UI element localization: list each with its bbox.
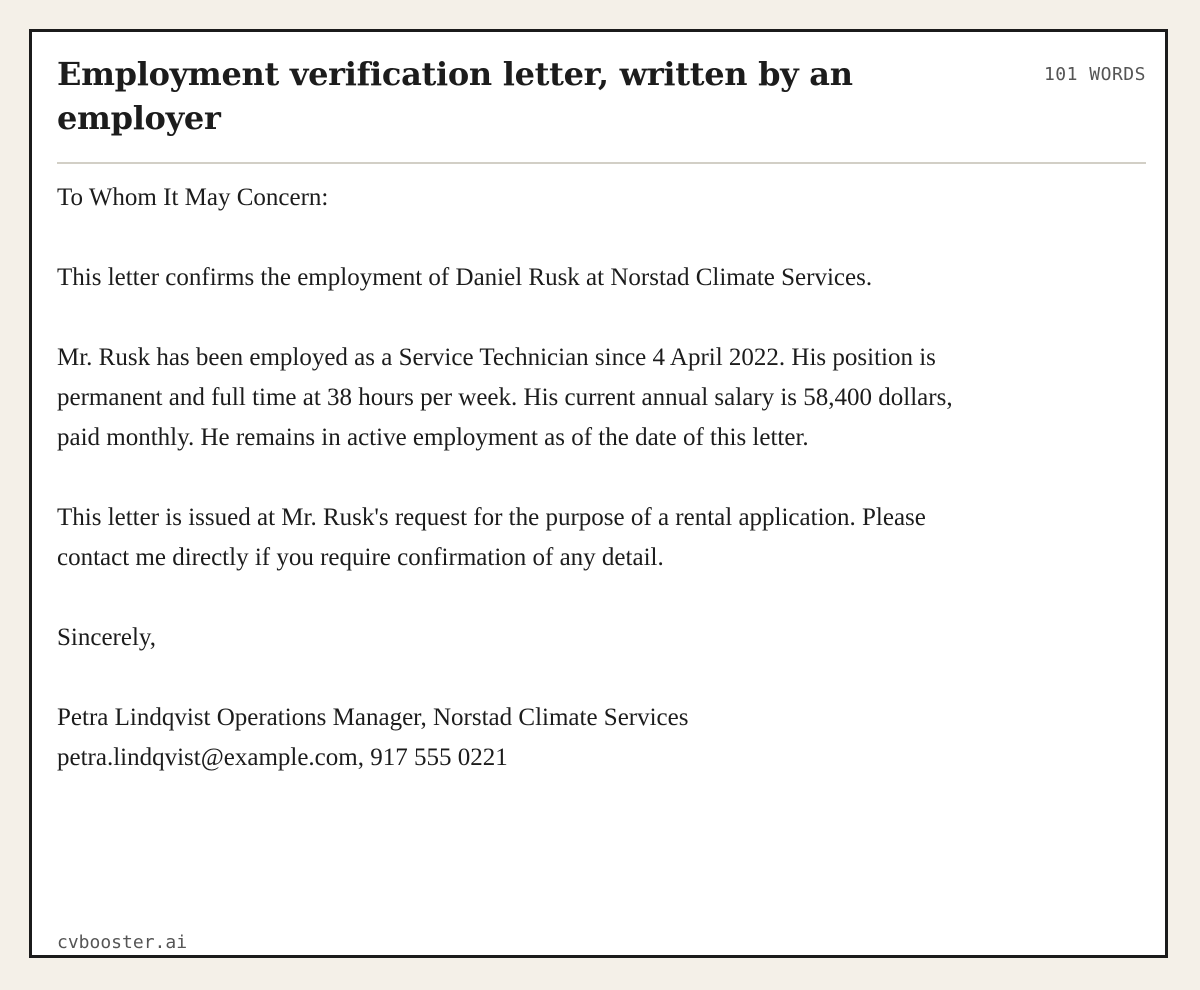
signature-line: Petra Lindqvist Operations Manager, Norstad Climate Services bbox=[57, 704, 689, 731]
paragraph-intro: This letter confirms the employment of Daniel Rusk at Norstad Climate Services. bbox=[57, 264, 873, 291]
paragraph-employment-details: Mr. Rusk has been employed as a Service Technician since 4 April 2022. His position is permanent and full time at 38 hours per week. His current annual salary is 58,400 dollars, paid monthly. He remains in active employment as of the date of this letter. bbox=[57, 344, 953, 451]
footer-brand: cvbooster.ai bbox=[57, 932, 188, 953]
contact-line: petra.lindqvist@example.com, 917 555 0221 bbox=[57, 744, 508, 771]
word-count-badge: 101 WORDS bbox=[1043, 64, 1146, 85]
page-title: Employment verification letter, written by an employer bbox=[57, 55, 853, 137]
letter-header bbox=[57, 52, 1146, 164]
paragraph-purpose: This letter is issued at Mr. Rusk's request for the purpose of a rental application. Please contact me directly if you require confirmation of any detail. bbox=[57, 504, 926, 571]
letter-body bbox=[57, 178, 997, 778]
letter-card bbox=[29, 29, 1168, 958]
closing: Sincerely, bbox=[57, 624, 157, 651]
signature-block bbox=[57, 698, 997, 778]
salutation: To Whom It May Concern: bbox=[57, 184, 329, 211]
